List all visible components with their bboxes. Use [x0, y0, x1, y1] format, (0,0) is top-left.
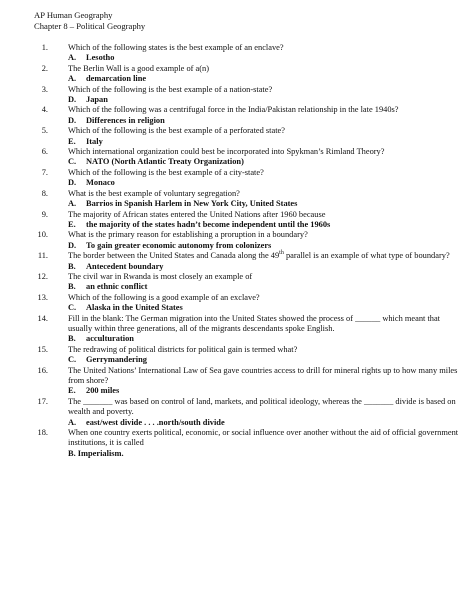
- question-text: [68, 251, 462, 261]
- question-text-part: The border between the United States and Canada along the 49: [68, 251, 280, 261]
- question-text: The _______ was based on control of land, markets, and political ideology, whereas the _______ divide is based on wealth and poverty.: [68, 396, 456, 417]
- question-item: [34, 64, 462, 85]
- question-number: 4.: [41, 105, 48, 115]
- question-number: 13.: [37, 292, 48, 302]
- answer-text: 200 miles: [86, 386, 120, 396]
- question-number: 6.: [41, 147, 48, 157]
- answer-letter: B.: [68, 261, 76, 271]
- answer-text: demarcation line: [86, 74, 147, 84]
- answer-text: Alaska in the United States: [86, 303, 183, 313]
- answer-line: [68, 241, 462, 251]
- question-number: 14.: [37, 313, 48, 323]
- question-text: Which of the following states is the best example of an enclave?: [68, 43, 284, 52]
- answer-line: [68, 355, 462, 365]
- answer-text: NATO (North Atlantic Treaty Organization): [86, 157, 244, 167]
- answer-letter: A.: [68, 417, 77, 427]
- answer-line: [68, 95, 462, 105]
- answer-text: Monaco: [86, 178, 115, 188]
- question-item: [34, 397, 462, 428]
- answer-text: Antecedent boundary: [86, 261, 164, 271]
- question-item: [34, 126, 462, 147]
- answer-letter: C.: [68, 355, 77, 365]
- question-number: 7.: [41, 167, 48, 177]
- answer-text: east/west divide . . . .north/south divide: [86, 417, 225, 427]
- answer-letter: A.: [68, 74, 77, 84]
- document-header: [34, 10, 145, 32]
- question-number: 9.: [41, 209, 48, 219]
- answer-line: [68, 303, 462, 313]
- answer-letter: E.: [68, 136, 76, 146]
- answer-text: Lesotho: [86, 53, 115, 63]
- superscript: th: [279, 250, 284, 257]
- answer-letter: D.: [68, 115, 77, 125]
- question-number: 17.: [37, 396, 48, 406]
- answer-letter: A.: [68, 199, 77, 209]
- answer-text: the majority of the states hadn’t become independent until the 1960s: [86, 219, 331, 229]
- question-number: 16.: [37, 365, 48, 375]
- question-text: What is the primary reason for establishing a proruption in a boundary?: [68, 230, 308, 240]
- answer-text: acculturation: [86, 334, 134, 344]
- answer-line: [68, 449, 462, 459]
- answer-text: Japan: [86, 95, 108, 105]
- answer-line: [68, 282, 462, 292]
- question-text: The civil war in Rwanda is most closely an example of: [68, 271, 253, 281]
- answer-line: [68, 178, 462, 188]
- question-text: What is the best example of voluntary segregation?: [68, 188, 240, 198]
- answer-text: Gerrymandering: [86, 355, 147, 365]
- answer-letter: B.: [68, 282, 76, 292]
- answer-line: [68, 386, 462, 396]
- answer-text: To gain greater economic autonomy from colonizers: [86, 240, 272, 250]
- question-item: [34, 147, 462, 168]
- question-text: Which of the following is the best example of a nation-state?: [68, 84, 273, 94]
- answer-letter: A.: [68, 53, 77, 63]
- question-number: 11.: [37, 251, 48, 261]
- question-text: Which of the following is a good example of an exclave?: [68, 292, 260, 302]
- question-number: 2.: [41, 63, 48, 73]
- question-number: 18.: [37, 428, 48, 438]
- question-text: Which of the following is the best example of a perforated state?: [68, 126, 285, 136]
- answer-letter: B.: [68, 334, 76, 344]
- answer-letter: D.: [68, 240, 77, 250]
- question-text: Fill in the blank: The German migration into the United States showed the process of ______ which meant that usually within three generations, all of the migrants descendants spoke English.: [68, 313, 440, 333]
- question-number: 12.: [37, 271, 48, 281]
- answer-letter: D.: [68, 178, 77, 188]
- question-text: Which international organization could best be incorporated into Spykman’s Rimland Theory?: [68, 147, 385, 157]
- question-text: The Berlin Wall is a good example of a(n): [68, 63, 210, 73]
- question-item: [34, 43, 462, 64]
- question-text: The United Nations’ International Law of Sea gave countries access to drill for mineral rights up to how many miles from shore?: [68, 365, 458, 385]
- question-text: When one country exerts political, economic, or social influence over another without the aid of official government institutions, it is called: [68, 428, 459, 448]
- answer-line: [68, 157, 462, 167]
- question-item: [34, 230, 462, 251]
- answer-line: [68, 418, 462, 428]
- answer-text: B. Imperialism.: [68, 448, 124, 458]
- question-item: [34, 85, 462, 106]
- chapter-title: Chapter 8 – Political Geography: [34, 21, 146, 31]
- answer-line: [68, 53, 462, 63]
- question-text-part: parallel is an example of what type of boundary?: [283, 251, 450, 261]
- question-item: [34, 272, 462, 293]
- answer-text: Italy: [86, 136, 103, 146]
- question-item: [34, 210, 462, 231]
- question-text: The majority of African states entered the United Nations after 1960 because: [68, 209, 326, 219]
- question-number: 5.: [41, 126, 48, 136]
- answer-letter: E.: [68, 219, 76, 229]
- question-item: [34, 345, 462, 366]
- question-item: [34, 168, 462, 189]
- question-text: The redrawing of political districts for political gain is termed what?: [68, 344, 298, 354]
- answer-text: an ethnic conflict: [86, 282, 148, 292]
- answer-letter: C.: [68, 157, 77, 167]
- answer-line: [68, 199, 462, 209]
- question-item: [34, 105, 462, 126]
- answer-line: [68, 262, 462, 272]
- answer-line: [68, 74, 462, 84]
- question-number: 1.: [41, 43, 48, 52]
- question-number: 3.: [41, 84, 48, 94]
- answer-text: Differences in religion: [86, 115, 165, 125]
- answer-letter: E.: [68, 386, 76, 396]
- answer-line: [68, 116, 462, 126]
- answer-text: Barrios in Spanish Harlem in New York City, United States: [86, 199, 298, 209]
- question-text: Which of the following was a centrifugal force in the India/Pakistan relationship in the late 1940s?: [68, 105, 399, 115]
- question-item: [34, 293, 462, 314]
- question-item: [34, 428, 462, 459]
- answer-letter: D.: [68, 95, 77, 105]
- question-number: 8.: [41, 188, 48, 198]
- answer-letter: C.: [68, 303, 77, 313]
- question-item: [34, 366, 462, 397]
- question-number: 10.: [37, 230, 48, 240]
- answer-line: [68, 334, 462, 344]
- course-title: AP Human Geography: [34, 10, 113, 20]
- question-item: [34, 314, 462, 345]
- question-text: Which of the following is the best example of a city-state?: [68, 167, 264, 177]
- answer-line: [68, 220, 462, 230]
- question-item: [34, 251, 462, 272]
- answer-line: [68, 137, 462, 147]
- question-list: [34, 43, 462, 459]
- question-item: [34, 189, 462, 210]
- question-number: 15.: [37, 344, 48, 354]
